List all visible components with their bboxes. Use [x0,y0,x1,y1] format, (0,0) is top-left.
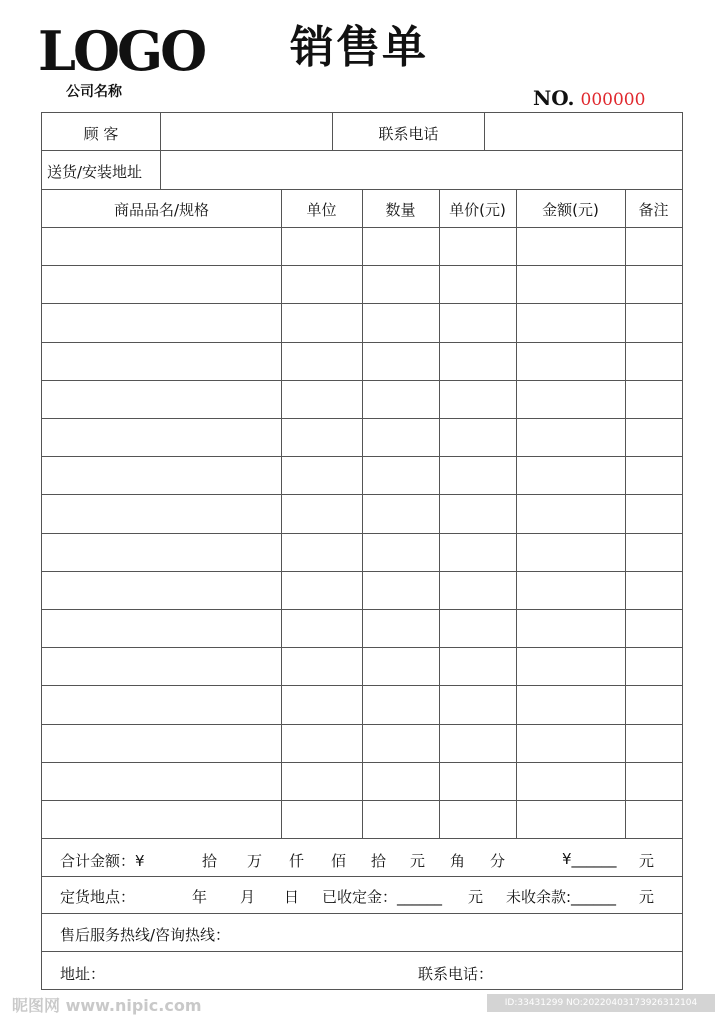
table-row [42,724,682,762]
table-row [42,342,682,380]
table-row [42,456,682,494]
table-cell-amount[interactable] [516,494,625,532]
footer-phone-label: 联系电话： [418,965,494,983]
column-header-unit: 单位 [306,201,337,219]
table-cell-quantity[interactable] [362,762,439,800]
table-cell-quantity[interactable] [362,227,439,265]
table-cell-unit-price[interactable] [439,265,516,303]
table-cell-remarks[interactable] [625,380,682,418]
balance-due-unit: 元 [639,888,655,906]
table-cell-amount[interactable] [516,762,625,800]
table-cell-quantity[interactable] [362,342,439,380]
watermark-nipic: 昵图网 www.nipic.com [12,996,202,1015]
table-cell-remarks[interactable] [625,685,682,723]
table-row [42,571,682,609]
company-logo: LOGO [38,19,205,83]
number-value: 000000 [580,90,646,110]
amount-unit-label: 佰 [331,852,347,870]
table-cell-amount[interactable] [516,418,625,456]
table-cell-unit-price[interactable] [439,685,516,723]
amount-unit-label: 拾 [371,852,387,870]
table-cell-unit[interactable] [281,571,362,609]
table-cell-product-spec[interactable] [42,647,281,685]
table-cell-unit-price[interactable] [439,494,516,532]
table-cell-amount[interactable] [516,609,625,647]
table-cell-remarks[interactable] [625,303,682,341]
address-footer-label: 地址： [60,965,106,983]
table-cell-unit[interactable] [281,762,362,800]
table-cell-product-spec[interactable] [42,456,281,494]
table-cell-product-spec[interactable] [42,494,281,532]
table-cell-remarks[interactable] [625,571,682,609]
amount-unit-label: 角 [450,852,466,870]
table-cell-quantity[interactable] [362,609,439,647]
total-yuan-unit: 元 [639,852,655,870]
table-cell-amount[interactable] [516,227,625,265]
table-cell-amount[interactable] [516,571,625,609]
table-cell-remarks[interactable] [625,265,682,303]
table-cell-amount[interactable] [516,380,625,418]
table-cell-amount[interactable] [516,342,625,380]
phone-label: 联系电话 [378,125,439,143]
service-hotline-label: 售后服务热线/咨询热线： [60,926,231,944]
table-row [42,303,682,341]
table-cell-remarks[interactable] [625,647,682,685]
table-cell-unit-price[interactable] [439,303,516,341]
customer-label: 顾 客 [83,125,119,143]
table-row [42,647,682,685]
table-row [42,227,682,265]
table-cell-unit-price[interactable] [439,456,516,494]
amount-unit-label: 仟 [289,852,305,870]
table-cell-quantity[interactable] [362,265,439,303]
table-cell-quantity[interactable] [362,380,439,418]
number-label: NO. [533,86,575,110]
address-field[interactable] [162,153,680,187]
watermark-id: ID:33431299 NO:20220403173926312104 [487,994,715,1012]
amount-unit-label: 元 [410,852,426,870]
table-cell-unit-price[interactable] [439,609,516,647]
table-cell-unit[interactable] [281,303,362,341]
table-cell-unit-price[interactable] [439,533,516,571]
column-header-unit-price: 单价(元) [449,201,506,219]
table-cell-remarks[interactable] [625,456,682,494]
table-cell-unit[interactable] [281,418,362,456]
table-cell-quantity[interactable] [362,685,439,723]
table-cell-quantity[interactable] [362,303,439,341]
table-cell-amount[interactable] [516,456,625,494]
table-cell-quantity[interactable] [362,533,439,571]
table-cell-quantity[interactable] [362,418,439,456]
table-cell-product-spec[interactable] [42,685,281,723]
total-amount-label: 合计金额：¥ [60,852,145,870]
table-cell-product-spec[interactable] [42,380,281,418]
table-cell-quantity[interactable] [362,800,439,838]
table-cell-quantity[interactable] [362,456,439,494]
table-cell-unit-price[interactable] [439,380,516,418]
table-cell-product-spec[interactable] [42,265,281,303]
table-cell-unit[interactable] [281,342,362,380]
table-cell-amount[interactable] [516,724,625,762]
table-cell-product-spec[interactable] [42,724,281,762]
table-cell-product-spec[interactable] [42,418,281,456]
document-title: 销售单 [290,22,428,73]
table-cell-unit-price[interactable] [439,342,516,380]
table-cell-remarks[interactable] [625,342,682,380]
table-cell-amount[interactable] [516,800,625,838]
table-cell-amount[interactable] [516,303,625,341]
table-cell-remarks[interactable] [625,609,682,647]
sales-form-table [41,112,683,990]
table-cell-unit[interactable] [281,227,362,265]
table-cell-unit[interactable] [281,456,362,494]
table-cell-unit-price[interactable] [439,800,516,838]
table-cell-unit[interactable] [281,533,362,571]
table-cell-unit-price[interactable] [439,647,516,685]
total-yen-field[interactable]: ¥______ [562,850,617,868]
table-cell-unit-price[interactable] [439,227,516,265]
table-cell-remarks[interactable] [625,724,682,762]
table-row [42,762,682,800]
address-label: 送货/安装地址 [47,163,143,181]
table-cell-product-spec[interactable] [42,571,281,609]
table-cell-unit[interactable] [281,609,362,647]
table-cell-unit[interactable] [281,647,362,685]
table-cell-product-spec[interactable] [42,609,281,647]
table-cell-unit[interactable] [281,685,362,723]
table-row [42,609,682,647]
table-cell-product-spec[interactable] [42,227,281,265]
phone-field[interactable] [486,115,682,149]
table-cell-remarks[interactable] [625,494,682,532]
table-cell-unit-price[interactable] [439,418,516,456]
customer-field[interactable] [162,115,332,149]
table-cell-remarks[interactable] [625,762,682,800]
year-label: 年 [192,888,208,906]
table-cell-unit-price[interactable] [439,762,516,800]
table-cell-amount[interactable] [516,533,625,571]
deposit-received-field[interactable]: 已收定金：______ [322,888,443,906]
table-cell-unit-price[interactable] [439,571,516,609]
amount-unit-label: 分 [490,852,506,870]
table-cell-unit-price[interactable] [439,724,516,762]
table-cell-quantity[interactable] [362,571,439,609]
table-cell-amount[interactable] [516,647,625,685]
table-cell-quantity[interactable] [362,494,439,532]
table-cell-unit[interactable] [281,724,362,762]
table-row [42,533,682,571]
day-label: 日 [284,888,300,906]
table-row [42,418,682,456]
company-name: 公司名称 [66,84,122,100]
table-row [42,380,682,418]
table-cell-product-spec[interactable] [42,800,281,838]
amount-unit-label: 万 [247,852,263,870]
table-row [42,685,682,723]
document-number [533,86,645,110]
balance-due-field[interactable]: 未收余款:______ [506,888,617,906]
amount-unit-label: 拾 [202,852,218,870]
table-cell-quantity[interactable] [362,647,439,685]
column-header-quantity: 数量 [385,201,416,219]
table-cell-amount[interactable] [516,265,625,303]
table-cell-remarks[interactable] [625,800,682,838]
order-place-label: 定货地点： [60,888,136,906]
table-cell-remarks[interactable] [625,227,682,265]
column-header-remarks: 备注 [638,201,669,219]
table-row [42,494,682,532]
table-cell-product-spec[interactable] [42,533,281,571]
column-header-product-spec: 商品品名/规格 [113,201,210,219]
table-row [42,265,682,303]
table-cell-unit[interactable] [281,265,362,303]
table-row [42,800,682,838]
table-cell-unit[interactable] [281,494,362,532]
table-cell-product-spec[interactable] [42,342,281,380]
table-cell-unit[interactable] [281,800,362,838]
table-cell-remarks[interactable] [625,418,682,456]
month-label: 月 [240,888,256,906]
column-header-amount: 金额(元) [542,201,599,219]
table-cell-quantity[interactable] [362,724,439,762]
table-cell-product-spec[interactable] [42,762,281,800]
deposit-received-unit: 元 [468,888,484,906]
table-cell-unit[interactable] [281,380,362,418]
table-cell-amount[interactable] [516,685,625,723]
table-cell-product-spec[interactable] [42,303,281,341]
table-cell-remarks[interactable] [625,533,682,571]
